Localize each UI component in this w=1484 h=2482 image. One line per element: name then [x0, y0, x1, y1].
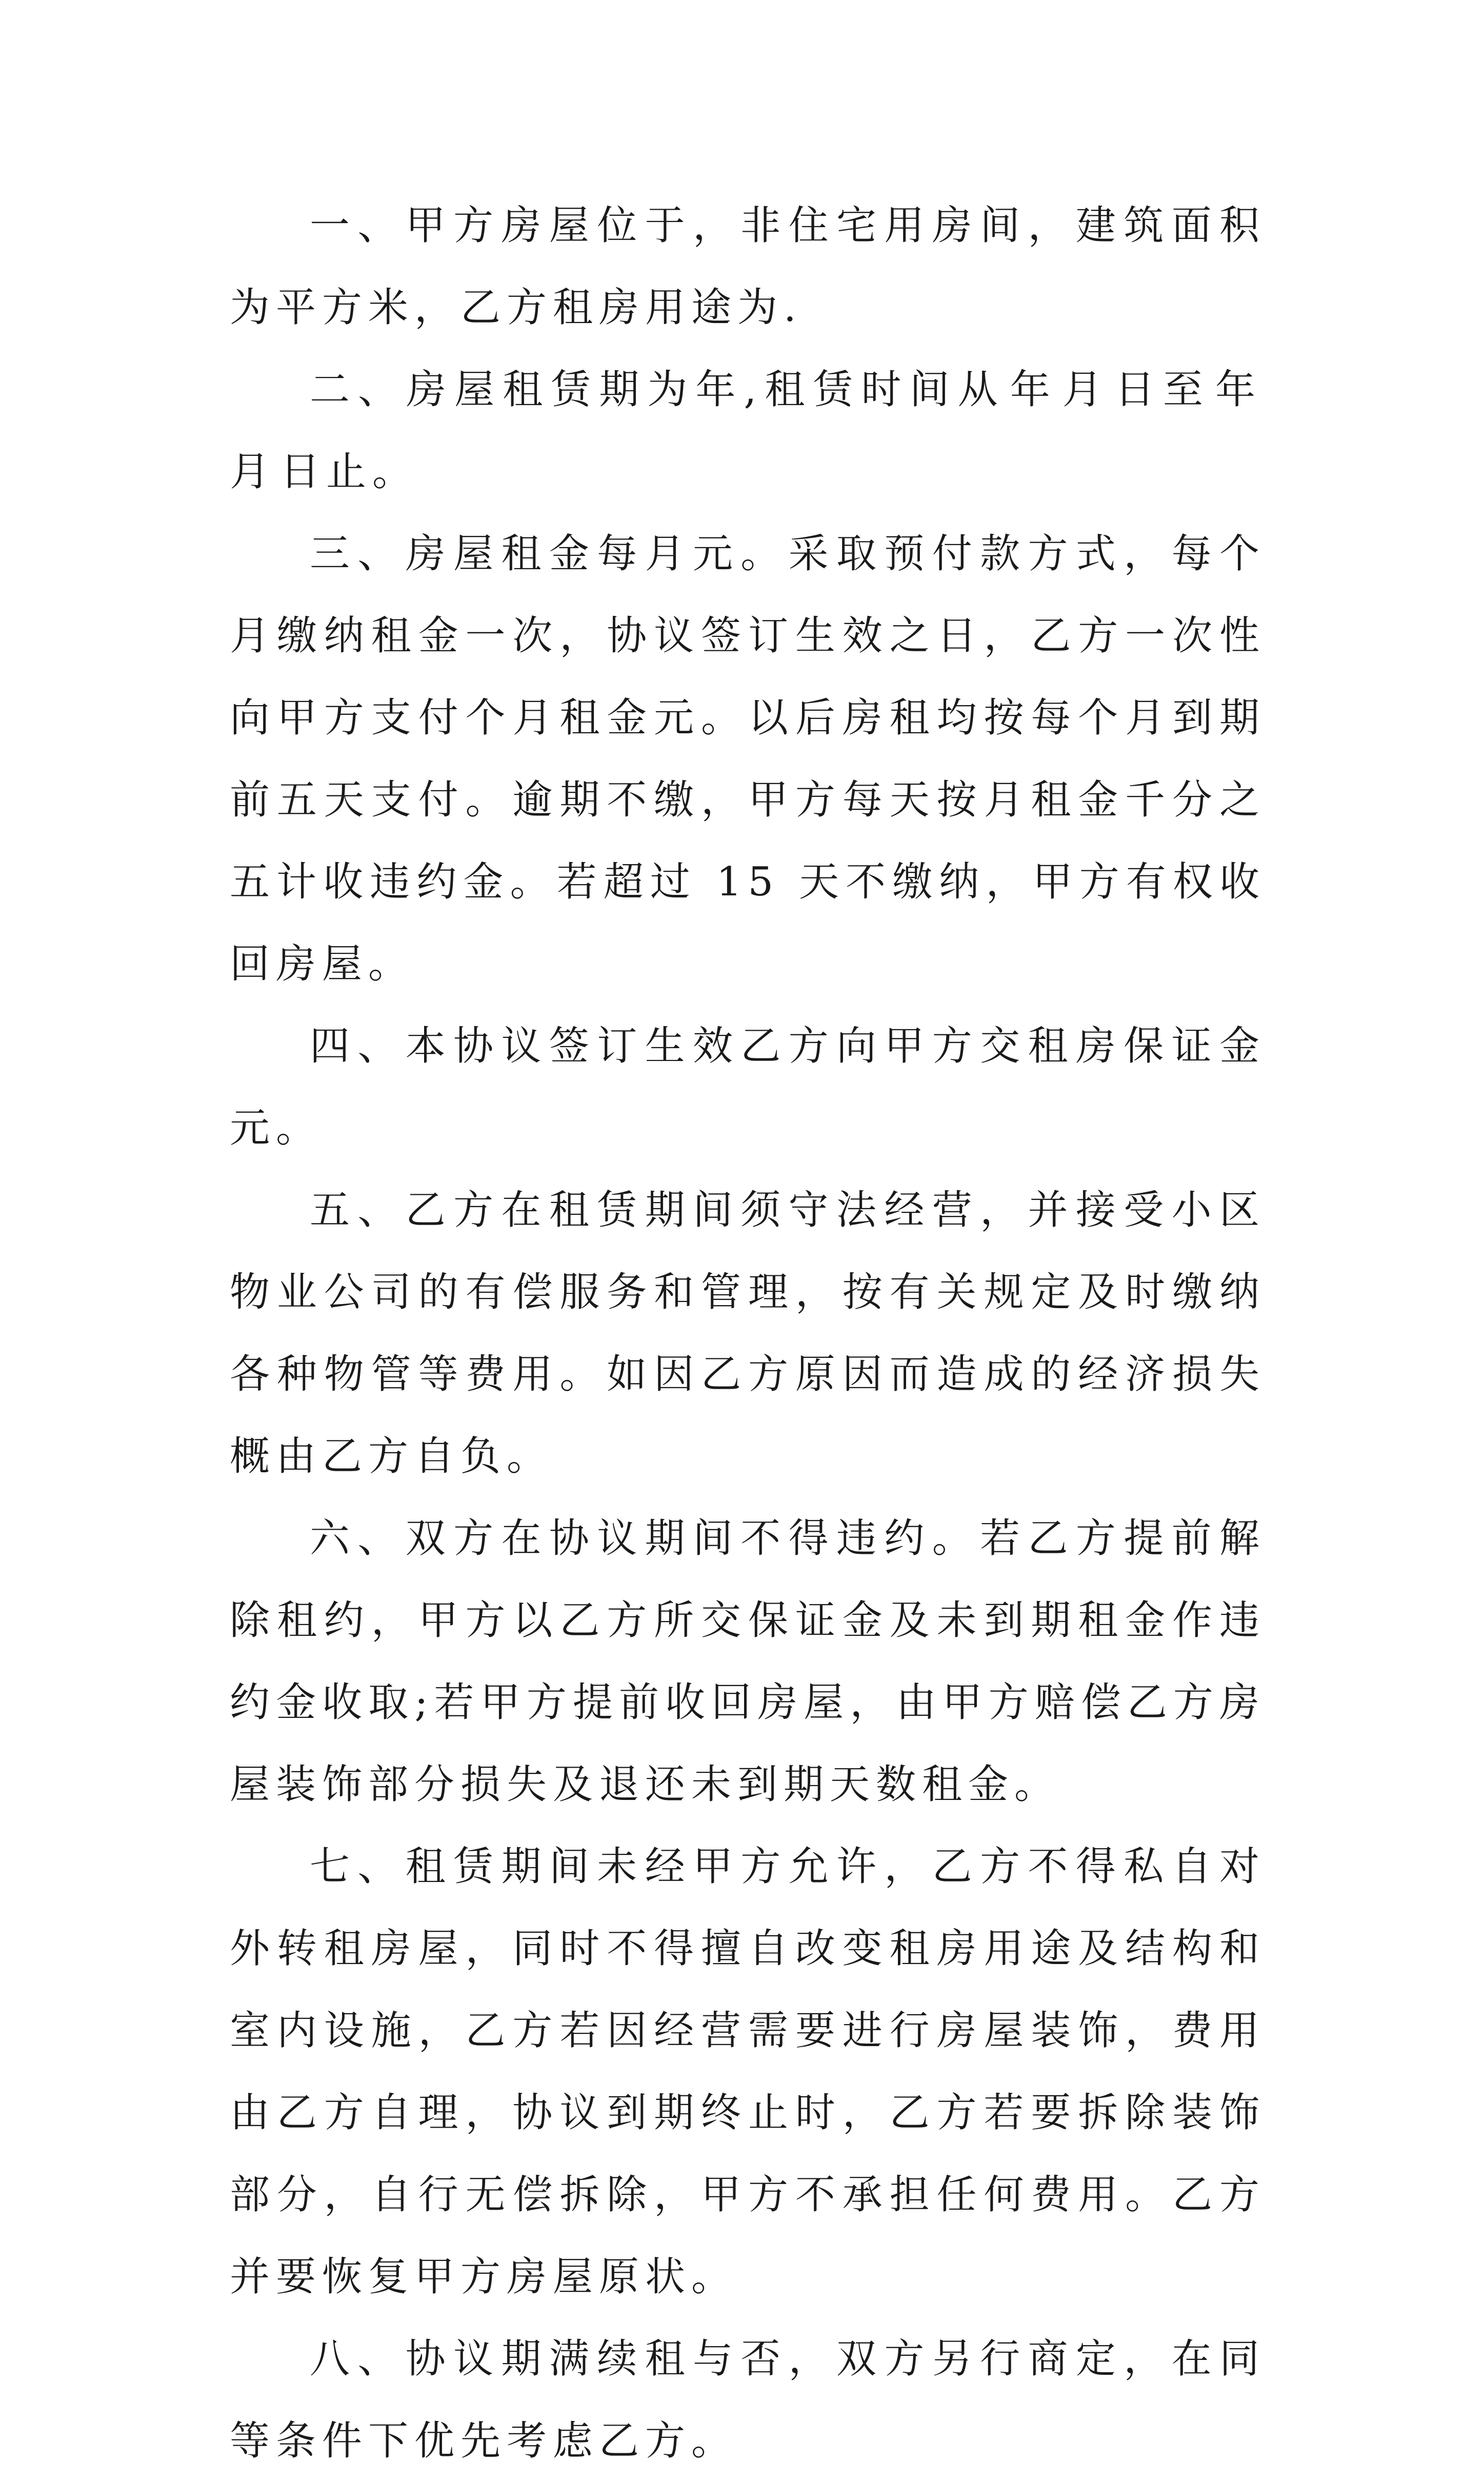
clause-2-text-a: 二、房屋租赁期为年,租赁时间从 [310, 367, 1006, 413]
clause-3: 三、房屋租金每月元。采取预付款方式，每个月缴纳租金一次，协议签订生效之日，乙方一次性向甲方支付个月租金元。以后房租均按每个月到期前五天支付。逾期不缴，甲方每天按月租金千分之五计收违约金。若超过 15 天不缴纳，甲方有权收回房屋。 [230, 531, 1266, 987]
clause-5: 五、乙方在租赁期间须守法经营，并接受小区物业公司的有偿服务和管理，按有关规定及时缴纳各种物管等费用。如因乙方原因而造成的经济损失概由乙方自负。 [230, 1187, 1266, 1479]
clause-2-text-f: 月 [230, 449, 276, 495]
document-body [230, 185, 1266, 2482]
clause-2-text-e: 年 [1215, 367, 1261, 413]
clause-2-text-d: 日至 [1114, 367, 1211, 413]
clause-2 [230, 349, 1266, 513]
clause-6: 六、双方在协议期间不得违约。若乙方提前解除租约，甲方以乙方所交保证金及未到期租金作违约金收取;若甲方提前收回房屋，由甲方赔偿乙方房屋装饰部分损失及退还未到期天数租金。 [230, 1515, 1266, 1808]
clause-1: 一、甲方房屋位于，非住宅用房间，建筑面积为平方米，乙方租房用途为. [230, 203, 1266, 331]
clause-4: 四、本协议签订生效乙方向甲方交租房保证金元。 [230, 1023, 1266, 1151]
clause-2-text-b: 年 [1010, 367, 1058, 413]
clause-8: 八、协议期满续租与否，双方另行商定，在同等条件下优先考虑乙方。 [230, 2336, 1266, 2464]
clause-7: 七、租赁期间未经甲方允许，乙方不得私自对外转租房屋，同时不得擅自改变租房用途及结构和室内设施，乙方若因经营需要进行房屋装饰，费用由乙方自理，协议到期终止时，乙方若要拆除装饰部分，自行无偿拆除，甲方不承担任何费用。乙方并要恢复甲方房屋原状。 [230, 1844, 1266, 2300]
clause-2-text-g: 日止。 [280, 449, 419, 495]
clause-2-text-c: 月 [1062, 367, 1111, 413]
